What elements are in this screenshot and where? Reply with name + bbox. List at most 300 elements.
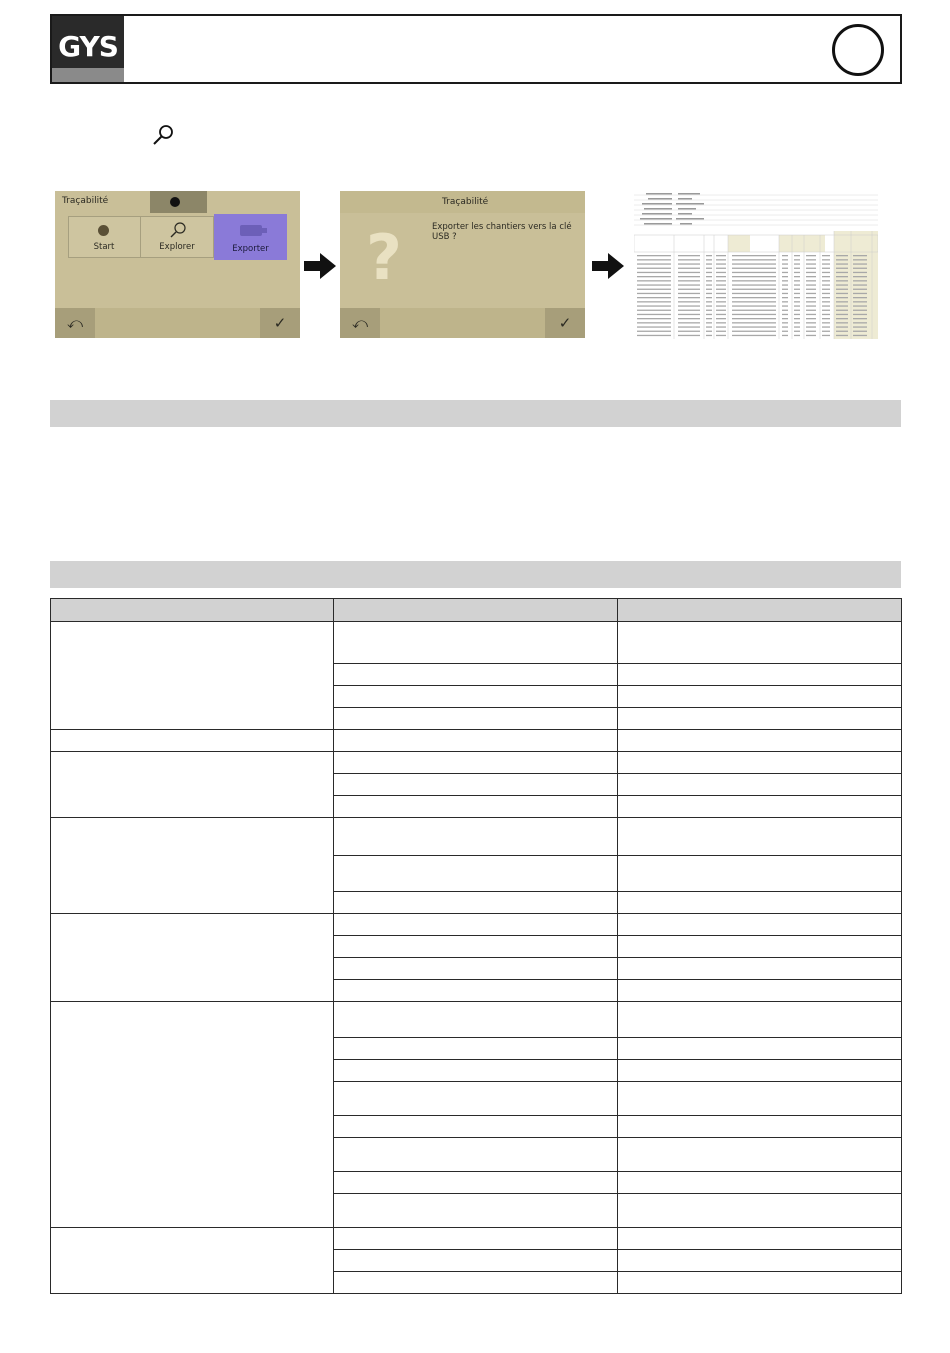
sheet-cell: [794, 301, 800, 302]
sheet-cell: [637, 284, 671, 285]
group-cell: [51, 730, 334, 752]
sheet-cell: [782, 314, 788, 315]
sheet-cell: [732, 301, 776, 302]
spreadsheet-thumbnail: [634, 191, 878, 339]
confirm-button[interactable]: [260, 308, 300, 338]
sheet-cell: [836, 268, 848, 269]
table-cell: [618, 664, 902, 686]
sheet-cell: [716, 289, 726, 290]
sheet-cell: [836, 263, 848, 264]
sheet-cell: [706, 280, 712, 281]
sheet-cell: [706, 268, 712, 269]
table-cell: [334, 730, 618, 752]
sheet-cell: [794, 289, 800, 290]
sheet-cell: [822, 289, 830, 290]
sheet-cell: [836, 297, 848, 298]
screen-title: Traçabilité: [442, 197, 489, 207]
question-mark-icon: ?: [366, 221, 402, 294]
table-cell: [618, 958, 902, 980]
sheet-cell: [678, 335, 700, 336]
sheet-cell: [706, 255, 712, 256]
check-icon: ✓: [273, 314, 287, 332]
sheet-cell: [637, 322, 671, 323]
sheet-cell: [822, 276, 830, 277]
table-cell: [618, 1138, 902, 1172]
sheet-cell: [732, 305, 776, 306]
sheet-cell: [678, 272, 700, 273]
sheet-cell: [836, 293, 848, 294]
group-cell: [51, 752, 334, 818]
sheet-cell: [782, 289, 788, 290]
sheet-cell: [732, 297, 776, 298]
sheet-cell: [706, 305, 712, 306]
table-cell: [618, 892, 902, 914]
sheet-cell: [794, 335, 800, 336]
sheet-cell: [836, 272, 848, 273]
traceability-screen: [55, 191, 300, 338]
table-cell: [334, 686, 618, 708]
sheet-cell: [782, 268, 788, 269]
sheet-cell: [732, 293, 776, 294]
sheet-cell: [637, 331, 671, 332]
sheet-cell: [678, 310, 700, 311]
sheet-cell: [806, 284, 816, 285]
table-cell: [334, 752, 618, 774]
table-row: [51, 730, 902, 752]
sheet-cell: [853, 268, 867, 269]
table-header-row: [51, 599, 902, 622]
undo-icon: ⤺: [66, 314, 84, 332]
logo-band: [52, 68, 124, 82]
sheet-cell: [732, 280, 776, 281]
sheet-cell: [822, 293, 830, 294]
sheet-cell: [794, 305, 800, 306]
sheet-cell: [706, 297, 712, 298]
table-row: [51, 1228, 902, 1250]
spreadsheet-preview: [634, 191, 878, 339]
start-button[interactable]: [68, 216, 141, 258]
sheet-cell: [853, 305, 867, 306]
sheet-cell: [716, 259, 726, 260]
table-header-cell: [618, 599, 902, 622]
sheet-cell: [732, 289, 776, 290]
sheet-cell: [732, 310, 776, 311]
sheet-cell: [706, 310, 712, 311]
sheet-cell: [806, 335, 816, 336]
sheet-cell: [678, 305, 700, 306]
table-cell: [618, 774, 902, 796]
table-cell: [618, 708, 902, 730]
table-cell: [334, 622, 618, 664]
table-cell: [618, 1250, 902, 1272]
sheet-cell: [853, 326, 867, 327]
sheet-cell: [716, 293, 726, 294]
sheet-cell: [822, 305, 830, 306]
back-button[interactable]: [55, 308, 95, 338]
sheet-cell: [716, 268, 726, 269]
sheet-cell: [706, 289, 712, 290]
sheet-cell: [836, 284, 848, 285]
sheet-cell: [706, 318, 712, 319]
sheet-cell: [716, 318, 726, 319]
table-cell: [334, 1172, 618, 1194]
table-cell: [334, 818, 618, 856]
table-cell: [618, 1082, 902, 1116]
table-cell: [334, 664, 618, 686]
table-cell: [334, 1082, 618, 1116]
sheet-cell: [806, 259, 816, 260]
sheet-cell: [822, 255, 830, 256]
sheet-cell: [637, 255, 671, 256]
sheet-cell: [782, 322, 788, 323]
confirm-button[interactable]: [545, 308, 585, 338]
table-cell: [618, 622, 902, 664]
sheet-cell: [637, 272, 671, 273]
sheet-cell: [836, 318, 848, 319]
sheet-cell: [782, 305, 788, 306]
spec-table: [50, 598, 902, 1294]
sheet-cell: [853, 263, 867, 264]
sheet-cell: [637, 276, 671, 277]
sheet-cell: [782, 259, 788, 260]
sheet-cell: [706, 284, 712, 285]
sheet-cell: [716, 326, 726, 327]
sheet-cell: [716, 263, 726, 264]
table-cell: [334, 1194, 618, 1228]
sheet-cell: [716, 322, 726, 323]
sheet-cell: [782, 280, 788, 281]
table-cell: [334, 892, 618, 914]
sheet-cell: [637, 268, 671, 269]
sheet-cell: [678, 293, 700, 294]
table-cell: [334, 774, 618, 796]
sheet-cell: [716, 335, 726, 336]
sheet-cell: [782, 310, 788, 311]
explorer-label: Explorer: [159, 242, 195, 252]
table-body: [51, 622, 902, 1294]
undo-icon: ⤺: [351, 314, 369, 332]
sheet-cell: [732, 268, 776, 269]
gys-logo: [52, 16, 124, 82]
sheet-cell: [836, 310, 848, 311]
sheet-cell: [853, 293, 867, 294]
sheet-cell: [782, 297, 788, 298]
sheet-cell: [678, 276, 700, 277]
sheet-cell: [853, 322, 867, 323]
sheet-cell: [836, 314, 848, 315]
start-dot-icon: [98, 225, 109, 236]
sheet-cell: [853, 310, 867, 311]
sheet-cell: [706, 259, 712, 260]
sheet-cell: [678, 297, 700, 298]
table-cell: [334, 1116, 618, 1138]
sheet-cell: [678, 284, 700, 285]
sheet-cell: [853, 280, 867, 281]
table-cell: [334, 936, 618, 958]
sheet-cell: [637, 335, 671, 336]
sheet-cell: [806, 318, 816, 319]
sheet-cell: [794, 314, 800, 315]
sheet-cell: [732, 322, 776, 323]
page-header: [50, 14, 902, 84]
sheet-cell: [706, 276, 712, 277]
sheet-cell: [732, 255, 776, 256]
table-cell: [334, 958, 618, 980]
arrow-right-icon: [304, 252, 336, 280]
table-row: [51, 752, 902, 774]
sheet-cell: [794, 268, 800, 269]
sheet-cell: [637, 259, 671, 260]
table-cell: [334, 980, 618, 1002]
table-row: [51, 1002, 902, 1038]
sheet-cell: [806, 289, 816, 290]
sheet-cell: [806, 255, 816, 256]
table-cell: [334, 1250, 618, 1272]
sheet-cell: [822, 284, 830, 285]
table-cell: [618, 730, 902, 752]
sheet-cell: [637, 314, 671, 315]
sheet-cell: [836, 305, 848, 306]
sheet-cell: [706, 335, 712, 336]
sheet-cell: [806, 301, 816, 302]
sheet-cell: [822, 314, 830, 315]
table-row: [51, 914, 902, 936]
sheet-cell: [678, 268, 700, 269]
table-cell: [618, 914, 902, 936]
sheet-cell: [794, 276, 800, 277]
sheet-cell: [822, 263, 830, 264]
sheet-cell: [806, 263, 816, 264]
arrow-right-icon: [592, 252, 624, 280]
sheet-cell: [806, 272, 816, 273]
sheet-cell: [678, 263, 700, 264]
sheet-cell: [637, 318, 671, 319]
sheet-cell: [794, 331, 800, 332]
sheet-cell: [794, 272, 800, 273]
sheet-cell: [794, 318, 800, 319]
record-tab[interactable]: [150, 191, 207, 213]
exporter-button[interactable]: [214, 214, 287, 260]
table-cell: [618, 752, 902, 774]
sheet-cell: [794, 284, 800, 285]
table-cell: [618, 1194, 902, 1228]
table-cell: [334, 1228, 618, 1250]
sheet-cell: [678, 289, 700, 290]
sheet-cell: [716, 305, 726, 306]
sheet-cell: [706, 272, 712, 273]
sheet-cell: [853, 331, 867, 332]
sheet-cell: [822, 259, 830, 260]
sheet-cell: [637, 305, 671, 306]
sheet-cell: [732, 272, 776, 273]
sheet-cell: [806, 314, 816, 315]
sheet-cell: [706, 322, 712, 323]
sheet-cell: [853, 301, 867, 302]
group-cell: [51, 1002, 334, 1228]
sheet-cell: [794, 297, 800, 298]
table-cell: [334, 1002, 618, 1038]
sheet-cell: [706, 331, 712, 332]
group-cell: [51, 818, 334, 914]
sheet-cell: [836, 326, 848, 327]
sheet-cell: [678, 322, 700, 323]
sheet-cell: [716, 331, 726, 332]
sheet-cell: [637, 326, 671, 327]
sheet-cell: [822, 326, 830, 327]
table-cell: [618, 1002, 902, 1038]
table-cell: [618, 1172, 902, 1194]
sheet-cell: [822, 318, 830, 319]
sheet-cell: [716, 284, 726, 285]
sheet-cell: [732, 263, 776, 264]
sheet-cell: [782, 293, 788, 294]
sheet-cell: [853, 318, 867, 319]
search-icon: [152, 124, 176, 146]
sheet-cell: [732, 276, 776, 277]
table-cell: [618, 796, 902, 818]
sheet-cell: [853, 272, 867, 273]
sheet-cell: [782, 318, 788, 319]
exporter-label: Exporter: [232, 244, 269, 254]
sheet-cell: [822, 297, 830, 298]
sheet-cell: [782, 301, 788, 302]
sheet-cell: [794, 326, 800, 327]
sheet-cell: [678, 280, 700, 281]
table-cell: [618, 936, 902, 958]
logo-text: GYS: [58, 30, 118, 63]
export-confirm-screen: [340, 191, 585, 338]
usb-icon: [240, 225, 262, 236]
table-header-cell: [51, 599, 334, 622]
sheet-cell: [806, 331, 816, 332]
table-cell: [334, 796, 618, 818]
sheet-cell: [836, 280, 848, 281]
sheet-cell: [822, 280, 830, 281]
sheet-cell: [836, 331, 848, 332]
sheet-cell: [822, 335, 830, 336]
sheet-cell: [794, 280, 800, 281]
sheet-cell: [732, 326, 776, 327]
table-cell: [618, 1272, 902, 1294]
sheet-cell: [716, 276, 726, 277]
sheet-cell: [637, 289, 671, 290]
sheet-cell: [716, 297, 726, 298]
sheet-cell: [806, 293, 816, 294]
sheet-cell: [637, 301, 671, 302]
sheet-cell: [716, 272, 726, 273]
table-cell: [334, 914, 618, 936]
table-header-cell: [334, 599, 618, 622]
sheet-cell: [637, 297, 671, 298]
sheet-cell: [678, 255, 700, 256]
sheet-cell: [637, 293, 671, 294]
export-question: Exporter les chantiers vers la clé USB ?: [432, 222, 572, 242]
sheet-cell: [822, 322, 830, 323]
screen-title: Traçabilité: [62, 196, 109, 206]
record-dot-icon: [170, 197, 180, 207]
table-cell: [334, 1272, 618, 1294]
sheet-cell: [637, 263, 671, 264]
back-button[interactable]: [340, 308, 380, 338]
table-cell: [334, 708, 618, 730]
sheet-cell: [782, 326, 788, 327]
table-cell: [618, 818, 902, 856]
table-cell: [618, 980, 902, 1002]
sheet-cell: [716, 314, 726, 315]
group-cell: [51, 622, 334, 730]
sheet-cell: [716, 310, 726, 311]
sheet-cell: [794, 293, 800, 294]
table-row: [51, 818, 902, 856]
sheet-cell: [853, 284, 867, 285]
explorer-button[interactable]: [141, 216, 214, 258]
sheet-cell: [822, 272, 830, 273]
sheet-cell: [716, 280, 726, 281]
table-cell: [334, 1060, 618, 1082]
table-cell: [618, 1228, 902, 1250]
sheet-cell: [806, 305, 816, 306]
sheet-cell: [836, 335, 848, 336]
sheet-cell: [794, 263, 800, 264]
sheet-cell: [782, 272, 788, 273]
sheet-cell: [836, 301, 848, 302]
sheet-cell: [732, 284, 776, 285]
sheet-cell: [732, 259, 776, 260]
sheet-cell: [853, 289, 867, 290]
section-header-1: [50, 400, 901, 427]
group-cell: [51, 914, 334, 1002]
sheet-cell: [794, 322, 800, 323]
sheet-cell: [732, 318, 776, 319]
group-cell: [51, 1228, 334, 1294]
sheet-cell: [782, 255, 788, 256]
sheet-cell: [637, 280, 671, 281]
table-cell: [334, 1038, 618, 1060]
sheet-cell: [706, 293, 712, 294]
sheet-cell: [782, 335, 788, 336]
table-cell: [618, 856, 902, 892]
section-header-2: [50, 561, 901, 588]
table-cell: [334, 1138, 618, 1172]
sheet-cell: [678, 301, 700, 302]
sheet-cell: [678, 259, 700, 260]
table-cell: [618, 1060, 902, 1082]
check-icon: ✓: [558, 314, 572, 332]
sheet-cell: [706, 326, 712, 327]
sheet-cell: [836, 276, 848, 277]
table-row: [51, 622, 902, 664]
magnifier-icon: [168, 221, 188, 239]
sheet-cell: [853, 276, 867, 277]
sheet-cell: [678, 314, 700, 315]
sheet-cell: [716, 255, 726, 256]
sheet-cell: [822, 301, 830, 302]
sheet-cell: [794, 310, 800, 311]
sheet-cell: [637, 310, 671, 311]
sheet-cell: [853, 314, 867, 315]
sheet-cell: [806, 297, 816, 298]
sheet-cell: [706, 301, 712, 302]
sheet-cell: [706, 263, 712, 264]
sheet-cell: [853, 335, 867, 336]
sheet-cell: [822, 310, 830, 311]
sheet-cell: [782, 284, 788, 285]
sheet-cell: [794, 255, 800, 256]
sheet-cell: [716, 301, 726, 302]
table-cell: [618, 1116, 902, 1138]
sheet-cell: [782, 263, 788, 264]
sheet-cell: [853, 297, 867, 298]
